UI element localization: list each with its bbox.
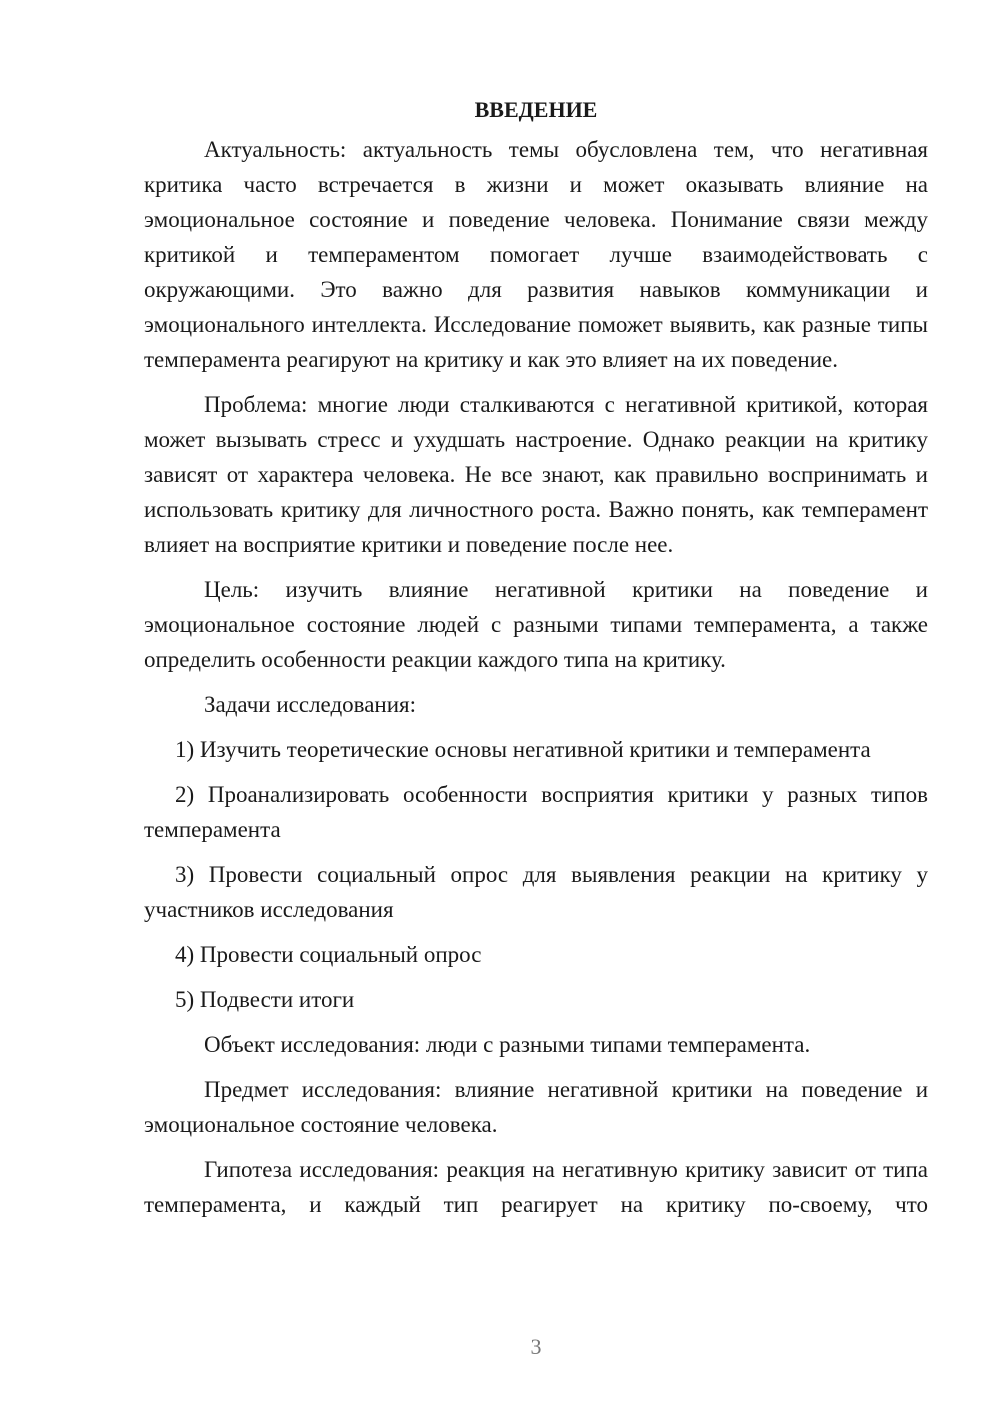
- page-number: 3: [530, 1334, 542, 1359]
- task-item-1: 1) Изучить теоретические основы негативной критики и темперамента: [175, 737, 871, 762]
- task-item-5: 5) Подвести итоги: [175, 987, 355, 1012]
- paragraph-relevance: Актуальность: актуальность темы обусловлена тем, что негативная критика часто встречается в жизни и может оказывать влияние на эмоциональное состояние и поведение человека. Понимание связи между критикой и темпераментом помогает лучше взаимодействовать с окружающими. Это важно для развития навыков коммуникации и эмоционального интеллекта. Исследование поможет выявить, как разные типы темперамента реагируют на критику и как это влияет на их поведение.: [144, 137, 928, 372]
- tasks-title: Задачи исследования:: [204, 692, 417, 717]
- paragraph-problem: Проблема: многие люди сталкиваются с негативной критикой, которая может вызывать стресс и ухудшать настроение. Однако реакции на критику зависят от характера человека. Не все знают, как правильно воспринимать и использовать критику для личностного роста. Важно понять, как темперамент влияет на восприятие критики и поведение после нее.: [144, 392, 928, 557]
- task-item-3: 3) Провести социальный опрос для выявления реакции на критику у участников исследования: [144, 862, 928, 922]
- section-heading: ВВЕДЕНИЕ: [474, 97, 598, 122]
- paragraph-hypothesis: Гипотеза исследования: реакция на негативную критику зависит от типа темперамента, и каждый тип реагирует на критику по-своему, что: [144, 1157, 928, 1217]
- task-item-4: 4) Провести социальный опрос: [175, 942, 482, 967]
- paragraph-object: Объект исследования: люди с разными типами темперамента.: [204, 1032, 811, 1057]
- paragraph-subject: Предмет исследования: влияние негативной критики на поведение и эмоциональное состояние человека.: [144, 1077, 928, 1137]
- paragraph-goal: Цель: изучить влияние негативной критики на поведение и эмоциональное состояние людей с разными типами темперамента, а также определить особенности реакции каждого типа на критику.: [144, 577, 928, 672]
- task-item-2: 2) Проанализировать особенности восприятия критики у разных типов темперамента: [144, 782, 928, 842]
- page-content: [144, 92, 928, 1222]
